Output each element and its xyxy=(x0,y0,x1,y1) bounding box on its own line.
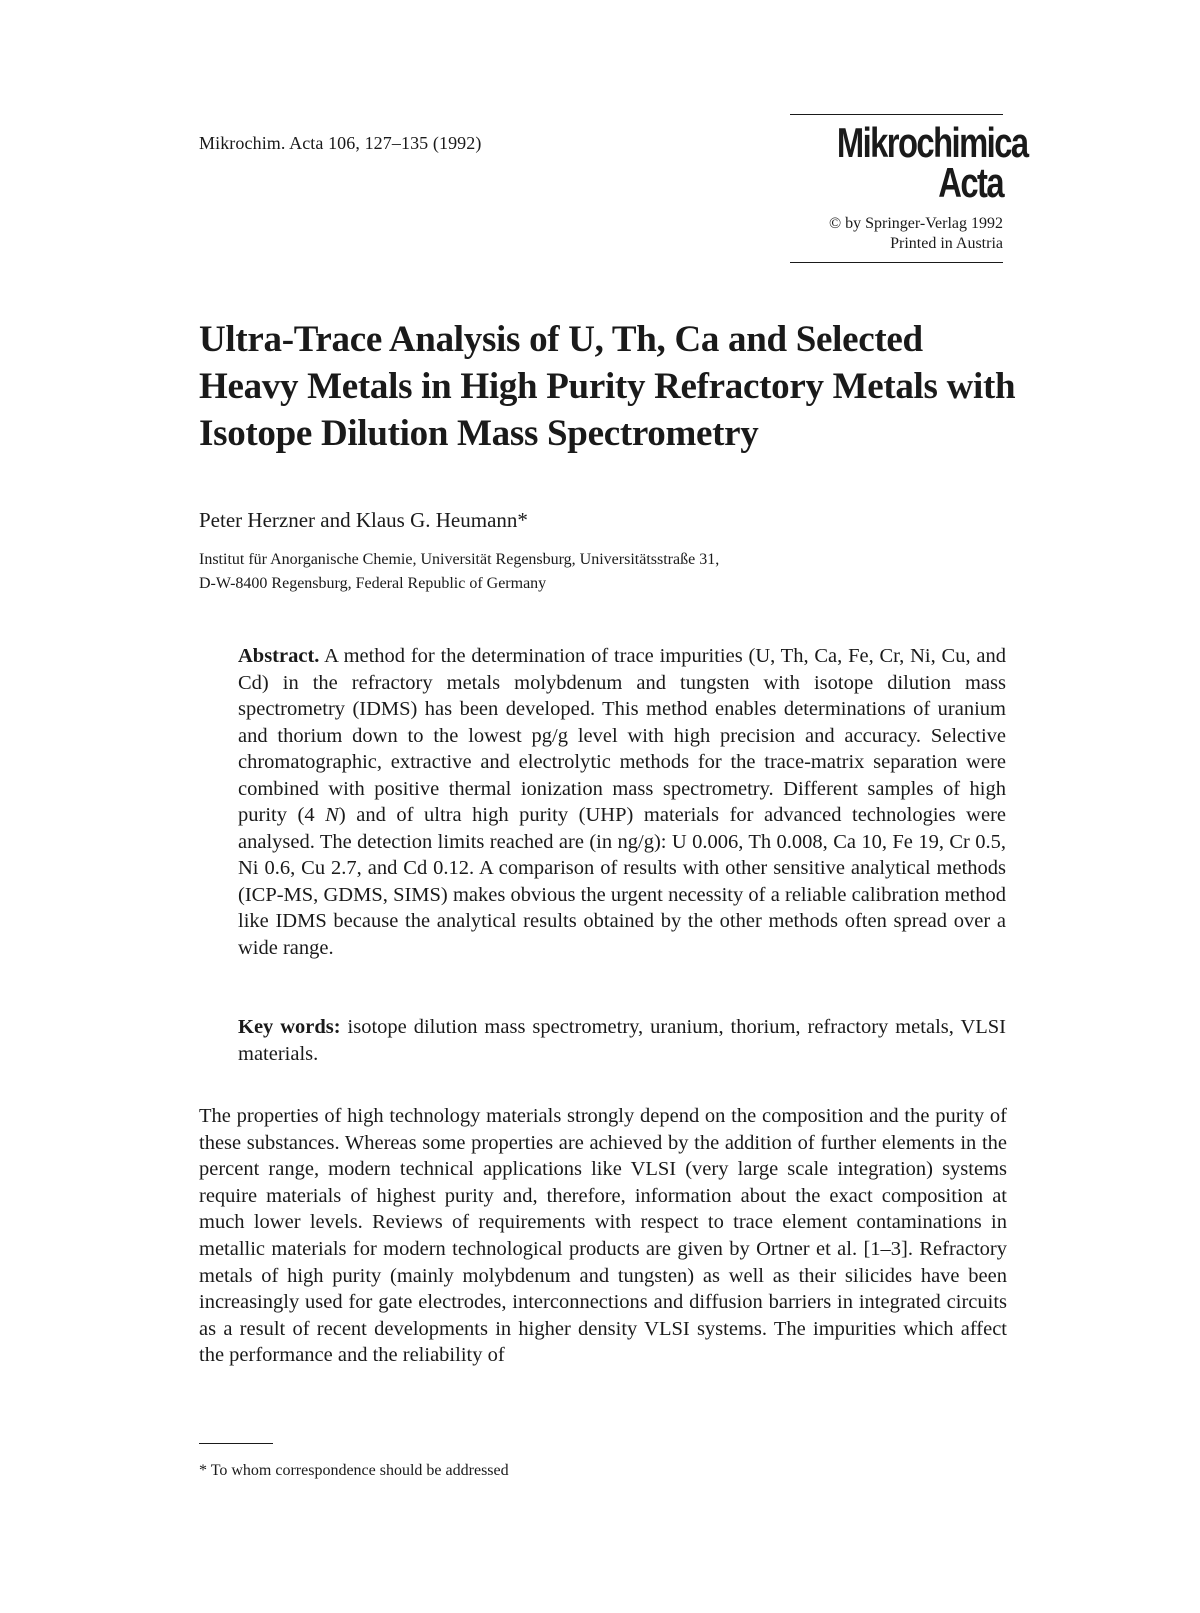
journal-citation: Mikrochim. Acta 106, 127–135 (1992) xyxy=(199,133,482,153)
affiliation-line-1: Institut für Anorganische Chemie, Universität Regensburg, Universitätsstraße 31, xyxy=(199,551,720,568)
article-title: Ultra-Trace Analysis of U, Th, Ca and Selected Heavy Metals in High Purity Refractory Metals with Isotope Dilution Mass Spectrometry xyxy=(199,319,1016,454)
author-affiliation xyxy=(199,548,1059,596)
abstract-text-italic: N xyxy=(325,804,339,826)
journal-logo xyxy=(836,119,1028,206)
abstract-text-1: A method for the determination of trace impurities (U, Th, Ca, Fe, Cr, Ni, Cu, and Cd) in the refractory metals molybdenum and tungsten with isotope dilution mass spectrometry (IDMS) has been developed. This method enables determinations of uranium and thorium down to the lowest pg/g level with high precision and accuracy. Selective chromatographic, extractive and electrolytic methods for the trace-matrix separation were combined with positive thermal ionization mass spectrometry. Different samples of high purity (4 xyxy=(238,645,1006,826)
abstract-text-2: ) and of ultra high purity (UHP) materials for advanced technologies were analysed. The detection limits reached are (in ng/g): U 0.006, Th 0.008, Ca 10, Fe 19, Cr 0.5, Ni 0.6, Cu 2.7, and Cd 0.12. A comparison of results with other sensitive analytical methods (ICP-MS, GDMS, SIMS) makes obvious the urgent necessity of a reliable calibration method like IDMS because the analytical results obtained by the other methods often spread over a wide range. xyxy=(238,804,1006,959)
masthead-top-rule xyxy=(790,114,1003,115)
footnote-rule xyxy=(199,1443,273,1444)
masthead-bottom-rule xyxy=(790,262,1003,263)
copyright-line: © by Springer-Verlag 1992 xyxy=(828,215,1003,232)
article-authors: Peter Herzner and Klaus G. Heumann* xyxy=(199,508,528,532)
journal-masthead xyxy=(790,114,1028,263)
journal-meta xyxy=(790,214,1003,254)
keywords xyxy=(238,1014,1006,1067)
journal-logo-line2: Acta xyxy=(938,159,1003,206)
affiliation-line-2: D-W-8400 Regensburg, Federal Republic of Germany xyxy=(199,575,547,592)
body-paragraph: The properties of high technology materials strongly depend on the composition and the purity of these substances. Whereas some properties are achieved by the addition of further elements in the percent range, modern technical applications like VLSI (very large scale integration) systems require materials of highest purity and, therefore, information about the exact composition at much lower levels. Reviews of requirements with respect to trace element contaminations in metallic materials for modern technological products are given by Ortner et al. [1–3]. Refractory metals of high purity (mainly molybdenum and tungsten) as well as their silicides have been increasingly used for gate electrodes, interconnections and diffusion barriers in integrated circuits as a result of recent developments in higher density VLSI systems. The impurities which affect the performance and the reliability of xyxy=(199,1105,1007,1367)
printed-line: Printed in Austria xyxy=(890,235,1003,252)
abstract-label: Abstract. xyxy=(238,645,320,667)
journal-logo-line1: Mikrochimica xyxy=(836,119,1028,166)
keywords-label: Key words: xyxy=(238,1016,341,1038)
abstract xyxy=(238,643,1006,961)
footnote: * To whom correspondence should be addressed xyxy=(199,1462,509,1479)
keywords-text: isotope dilution mass spectrometry, uranium, thorium, refractory metals, VLSI materials. xyxy=(238,1016,1006,1065)
